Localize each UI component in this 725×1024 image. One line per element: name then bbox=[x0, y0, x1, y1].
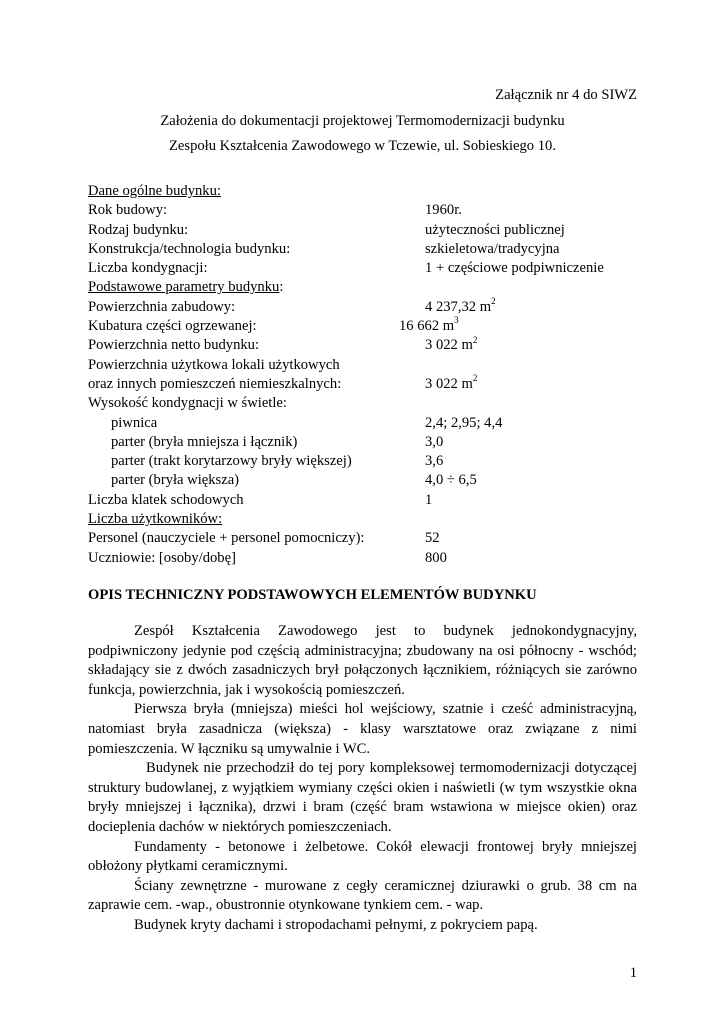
param-value: 16 662 $m^3$ bbox=[399, 315, 459, 335]
basic-parameters-heading: Podstawowe parametry budynku: bbox=[88, 279, 284, 296]
param-label: Liczba kondygnacji: bbox=[88, 260, 208, 277]
param-row bbox=[88, 240, 637, 259]
paragraph: Ściany zewnętrzne - murowane z cegły ceramicznej dziurawki o grub. 38 cm na zaprawie cem. -wap., obustronnie otynkowane tynkiem cem. - wap. bbox=[88, 877, 637, 914]
param-row bbox=[88, 336, 637, 355]
param-row bbox=[88, 201, 637, 220]
paragraph: Budynek kryty dachami i stropodachami pełnymi, z pokryciem papą. bbox=[134, 916, 538, 933]
building-parameters bbox=[88, 182, 637, 568]
document-title-line-2: Zespołu Kształcenia Zawodowego w Tczewie, ul. Sobieskiego 10. bbox=[169, 138, 556, 154]
param-row bbox=[88, 259, 637, 278]
param-label: Rodzaj budynku: bbox=[88, 221, 189, 238]
param-label: Uczniowie: [osoby/dobę] bbox=[88, 549, 236, 566]
param-label: piwnica bbox=[111, 414, 158, 431]
param-value: użyteczności publicznej bbox=[425, 221, 565, 238]
param-value: 3 022 $m^2$ bbox=[425, 373, 478, 392]
paragraph: Budynek nie przechodził do tej pory kompleksowej termomodernizacji dotyczącej struktury budowlanej, z wyjątkiem wymiany części okien i naświetli (w tym wszystkie okna bryły mniejszej i łącznika), drzwi i bram (część bram wstawiona w miejsce okien) oraz docieplenia dachów w niektórych pomieszczeniach. bbox=[88, 760, 637, 835]
param-row bbox=[88, 221, 637, 240]
param-value: 3,0 bbox=[425, 433, 444, 450]
technical-description-heading: OPIS TECHNICZNY PODSTAWOWYCH ELEMENTÓW BUDYNKU bbox=[88, 587, 537, 603]
param-row bbox=[88, 529, 637, 548]
paragraph: Fundamenty - betonowe i żelbetowe. Cokół elewacji frontowej bryły mniejszej obłożony płytkami ceramicznymi. bbox=[88, 838, 637, 875]
param-row bbox=[88, 295, 637, 317]
page-number: 1 bbox=[629, 965, 637, 981]
param-value: szkieletowa/tradycyjna bbox=[425, 240, 560, 257]
param-row bbox=[88, 394, 637, 413]
param-label: parter (bryła większa) bbox=[111, 472, 240, 489]
param-value: 3 022 $m^2$ bbox=[425, 334, 478, 354]
param-label: Rok budowy: bbox=[88, 202, 168, 219]
param-value: 4 237,32 $m^2$ bbox=[425, 295, 496, 315]
param-row bbox=[88, 433, 637, 452]
param-label: Powierzchnia użytkowa lokali użytkowych bbox=[88, 356, 340, 373]
param-row bbox=[88, 414, 637, 433]
param-label: oraz innych pomieszczeń niemieszkalnych: bbox=[88, 375, 342, 392]
annex-label: Załącznik nr 4 do SIWZ bbox=[495, 87, 637, 103]
param-label: Personel (nauczyciele + personel pomocniczy): bbox=[88, 530, 365, 547]
param-value: 800 bbox=[425, 549, 447, 566]
technical-description-body bbox=[88, 622, 637, 936]
param-row bbox=[88, 317, 637, 336]
param-label: Powierzchnia zabudowy: bbox=[88, 298, 236, 315]
param-value: 52 bbox=[425, 530, 440, 547]
param-label: Liczba klatek schodowych bbox=[88, 491, 244, 508]
param-value: 2,4; 2,95; 4,4 bbox=[425, 414, 503, 431]
paragraph: Zespół Kształcenia Zawodowego jest to budynek jednokondygnacyjny, podpiwniczony jedynie pod częścią administracyjna; zbudowany na osi północny - wschód; składający sie z dwóch zasadniczych brył połączonych łącznikiem, różniących sie zarówno funkcja, powierzchnia, jak i wysokością pomieszczeń. bbox=[88, 623, 637, 698]
param-row bbox=[88, 356, 637, 375]
document-title-line-1: Założenia do dokumentacji projektowej Termomodernizacji budynku bbox=[160, 113, 565, 129]
paragraph: Pierwsza bryła (mniejsza) mieści hol wejściowy, szatnie i cześć administracyjną, natomiast bryła zasadnicza (większa) - klasy warsztatowe oraz związane z nimi pomieszczenia. W łączniku są umywalnie i WC. bbox=[88, 701, 637, 757]
users-heading: Liczba użytkowników: bbox=[88, 511, 223, 528]
param-label: parter (bryła mniejsza i łącznik) bbox=[111, 433, 298, 450]
param-row bbox=[88, 549, 637, 568]
param-row bbox=[88, 375, 637, 394]
param-row bbox=[88, 452, 637, 471]
param-row bbox=[88, 491, 637, 510]
param-label: Konstrukcja/technologia budynku: bbox=[88, 240, 291, 257]
param-row bbox=[88, 471, 637, 490]
param-value: 4,0 ÷ 6,5 bbox=[425, 472, 477, 489]
param-label: Wysokość kondygnacji w świetle: bbox=[88, 395, 287, 412]
param-label: Powierzchnia netto budynku: bbox=[88, 337, 260, 354]
param-label: parter (trakt korytarzowy bryły większej) bbox=[111, 453, 352, 470]
param-label: Kubatura części ogrzewanej: bbox=[88, 318, 257, 335]
param-value: 1 + częściowe podpiwniczenie bbox=[425, 260, 604, 277]
param-value: 1960r. bbox=[425, 202, 462, 219]
param-value: 3,6 bbox=[425, 453, 444, 470]
param-value: 1 bbox=[425, 491, 433, 508]
general-data-heading: Dane ogólne budynku: bbox=[88, 183, 221, 199]
